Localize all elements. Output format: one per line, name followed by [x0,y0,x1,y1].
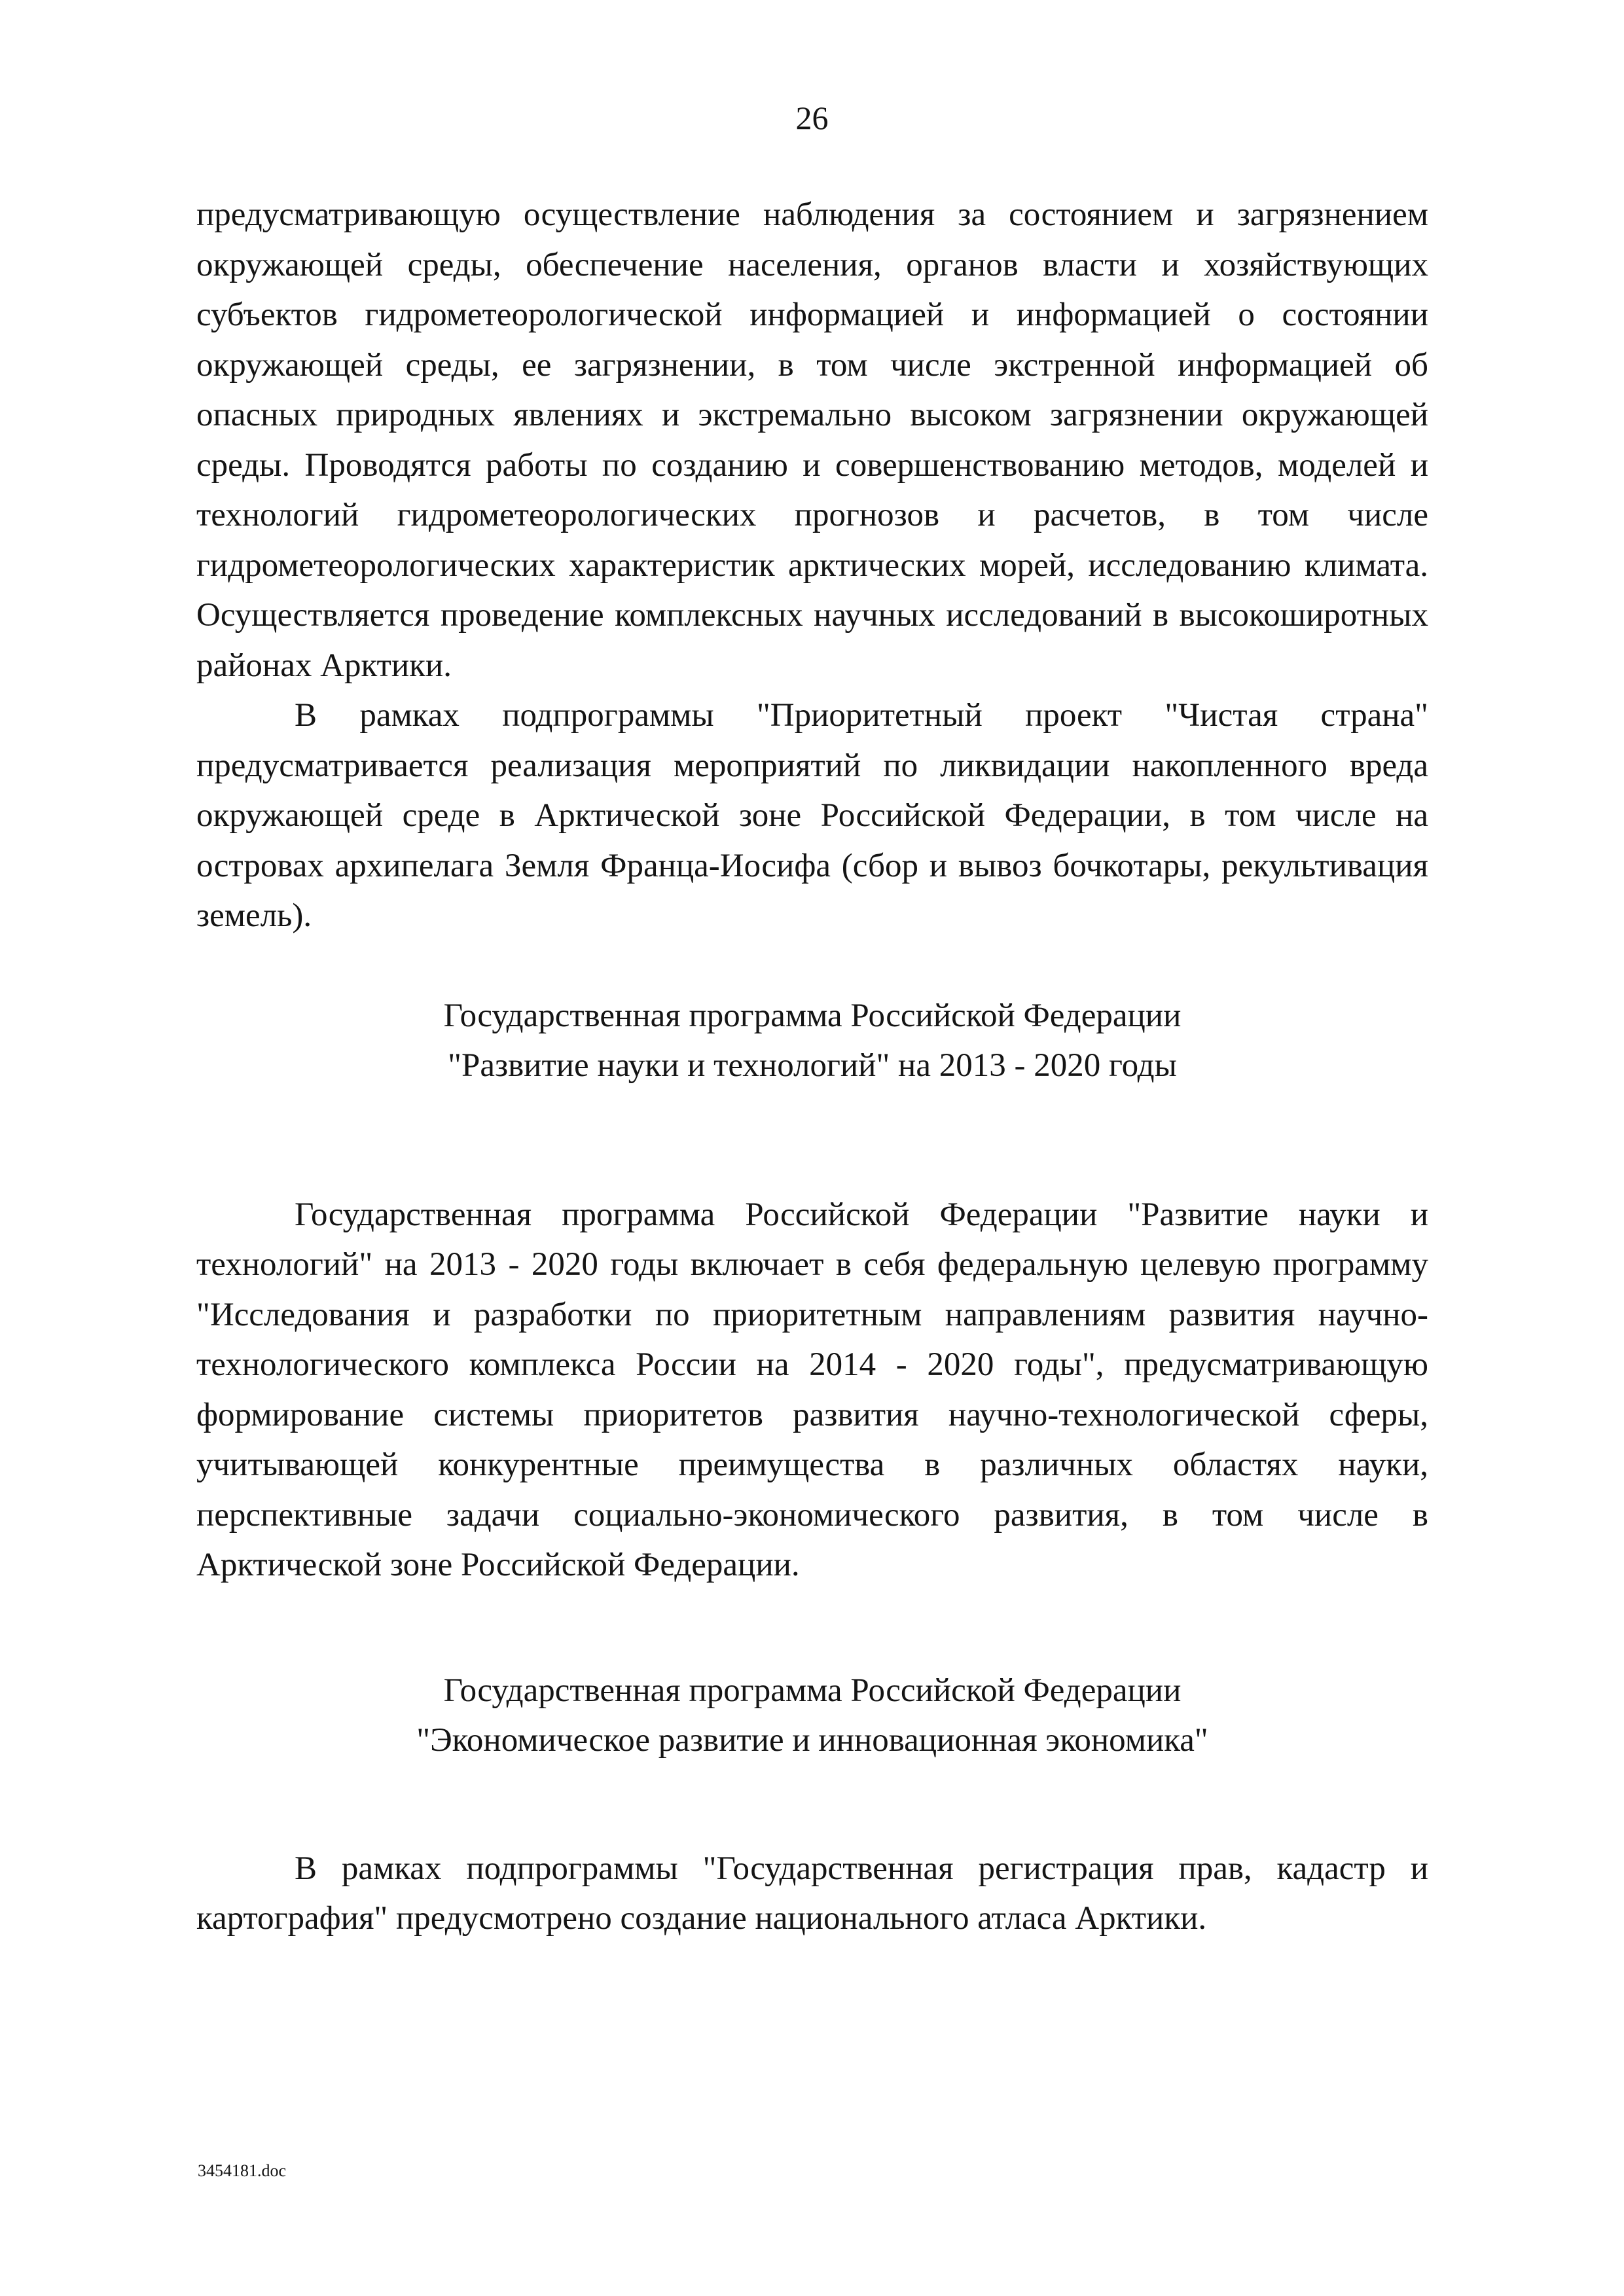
document-file-id: 3454181.doc [198,2161,287,2180]
section-heading-science [196,991,1428,1090]
paragraph-clean-country: В рамках подпрограммы "Приоритетный проект "Чистая страна" предусматривается реализация мероприятий по ликвидации накопленного вреда окружающей среде в Арктической зоне Российской Федерации, в том числе на островах архипелага Земля Франца-Иосифа (сбор и вывоз бочкотары, рекультивация земель). [196,697,1428,934]
paragraph-continuation: предусматривающую осуществление наблюдения за состоянием и загрязнением окружающей среды, обеспечение населения, органов власти и хозяйствующих субъектов гидрометеорологической информацией и информацией о состоянии окружающей среды, ее загрязнении, в том числе экстренной информацией об опасных природных явлениях и экстремально высоком загрязнении окружающей среды. Проводятся работы по созданию и совершенствованию методов, моделей и технологий гидрометеорологических прогнозов и расчетов, в том числе гидрометеорологических характеристик арктических морей, исследованию климата. Осуществляется проведение комплексных научных исследований в высокоширотных районах Арктики. [196,196,1428,684]
section-heading-economy [196,1666,1428,1765]
section-heading-economy-line2: "Экономическое развитие и инновационная экономика" [416,1721,1208,1759]
section-heading-science-line1: Государственная программа Российской Федерации [443,997,1182,1034]
section-heading-science-line2: "Развитие науки и технологий" на 2013 - 2020 годы [448,1047,1177,1084]
page-number: 26 [795,99,829,136]
paragraph-science-program: Государственная программа Российской Федерации "Развитие науки и технологий" на 2013 - 2020 годы включает в себя федеральную целевую программу "Исследования и разработки по приоритетным направлениям развития научно-технологического комплекса России на 2014 - 2020 годы", предусматривающую формирование системы приоритетов развития научно-технологической сферы, учитывающей конкурентные преимущества в различных областях науки, перспективные задачи социально-экономического развития, в том числе в Арктической зоне Российской Федерации. [196,1196,1428,1583]
document-body [196,190,1428,1944]
section-heading-economy-line1: Государственная программа Российской Федерации [443,1672,1182,1709]
paragraph-atlas: В рамках подпрограммы "Государственная регистрация прав, кадастр и картография" предусмотрено создание национального атласа Арктики. [196,1850,1428,1937]
